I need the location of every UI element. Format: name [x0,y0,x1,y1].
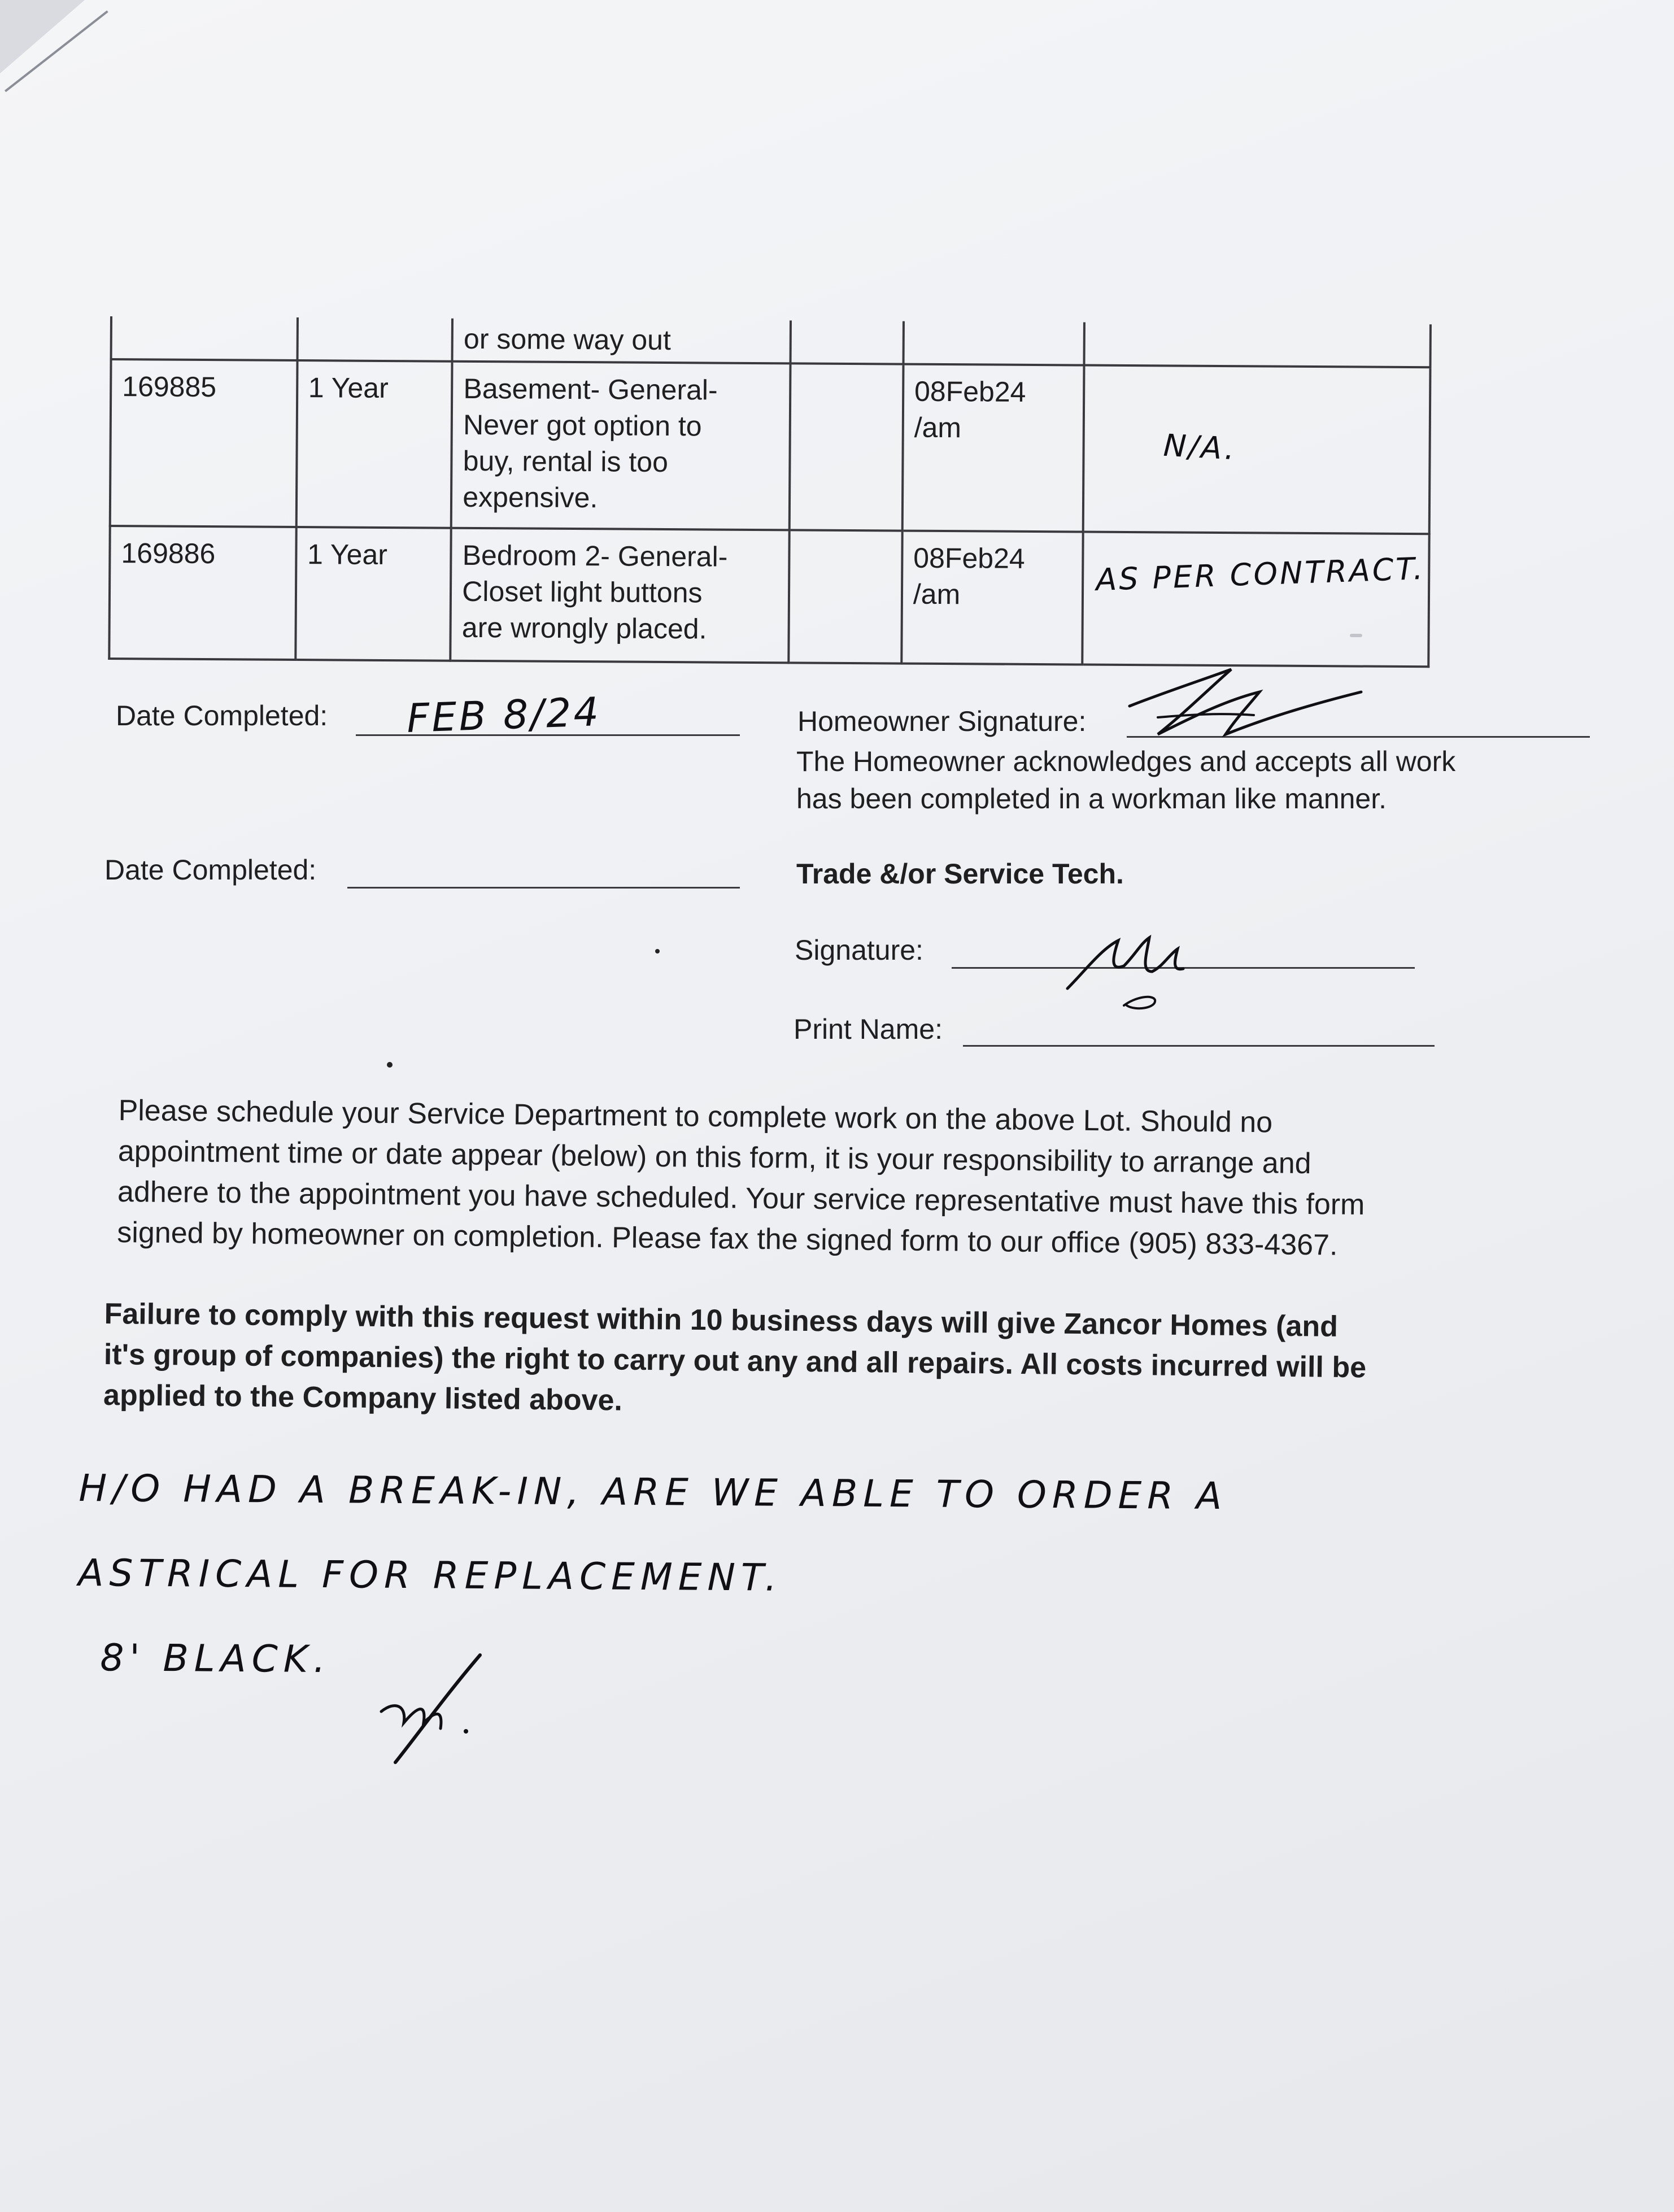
ack-line: has been completed in a workman like manner. [796,783,1387,815]
smudge-mark [1350,634,1362,637]
date-completed-label-2: Date Completed: [104,854,317,886]
ink-speck [655,949,660,953]
homeowner-acknowledgement [796,743,1587,817]
description-line: Basement- General- [463,372,718,406]
notes-cell [1083,365,1430,534]
description-line: are wrongly placed. [461,611,707,645]
description-cell [451,362,791,530]
tech-signature-image [1056,926,1248,1017]
handwritten-completion-date: FEB 8/24 [406,689,602,742]
handwritten-note-line: 8' BLACK. [100,1636,332,1682]
homeowner-signature-image [1124,661,1384,751]
item-id-cell: 169885 [110,359,297,527]
warning-line: Failure to comply with this request within 10 business days will give Zancor Homes (and [104,1297,1339,1343]
tech-signature-label: Signature: [795,934,923,966]
table-row-continued [111,316,1431,367]
appointment-cell [901,531,1083,665]
instructions-line: appointment time or date appear (below) on this form, it is your responsibility to arrange and [117,1134,1311,1181]
print-name-line [963,1045,1435,1047]
homeowner-signature-label: Homeowner Signature: [797,706,1087,737]
description-cell [451,528,790,663]
handwritten-contract-note: AS PER CONTRACT. [1095,550,1426,598]
service-tech-heading: Trade &/or Service Tech. [796,858,1124,890]
description-cell: or some way out [452,319,791,364]
description-line: buy, rental is too [463,445,669,478]
table-row [109,526,1429,667]
handwritten-note-line: H/O HAD A BREAK-IN, ARE WE ABLE TO ORDER A [79,1466,1228,1518]
appointment-date: 08Feb24 [914,375,1026,408]
date-completed-label: Date Completed: [116,700,328,731]
date-completed-line-2 [347,887,740,889]
appointment-time: /am [914,411,962,444]
handwritten-na-note: N/A. [1162,427,1238,467]
description-line: Bedroom 2- General- [462,539,728,573]
empty-cell [789,530,903,663]
warranty-cell: 1 Year [295,527,451,661]
instructions-line: adhere to the appointment you have scheduled. Your service representative must have this form [117,1175,1365,1222]
handwritten-notes [77,1446,1228,1708]
ink-speck [387,1062,393,1068]
work-items-table [108,316,1432,668]
warranty-cell: 1 Year [296,360,452,528]
warning-paragraph [103,1294,1584,1431]
appointment-time: /am [913,578,961,611]
print-name-label: Print Name: [794,1013,943,1045]
ack-line: The Homeowner acknowledges and accepts all work [796,746,1456,777]
initials-signature-image [373,1649,497,1774]
handwritten-note-line: ASTRICAL FOR REPLACEMENT. [78,1551,783,1600]
appointment-date: 08Feb24 [913,542,1025,574]
warning-line: applied to the Company listed above. [103,1378,623,1417]
description-line: Closet light buttons [462,575,703,609]
description-line: expensive. [463,481,598,514]
instructions-paragraph [117,1090,1553,1268]
description-line: Never got option to [463,408,702,442]
warning-line: it's group of companies) the right to carry out any and all repairs. All costs incurred will be [103,1338,1367,1384]
appointment-cell [903,364,1084,532]
empty-cell [790,363,903,530]
instructions-line: Please schedule your Service Department to complete work on the above Lot. Should no [118,1094,1273,1139]
instructions-line: signed by homeowner on completion. Please fax the signed form to our office (905) 833-4367. [117,1216,1338,1262]
item-id-cell: 169886 [109,526,296,660]
